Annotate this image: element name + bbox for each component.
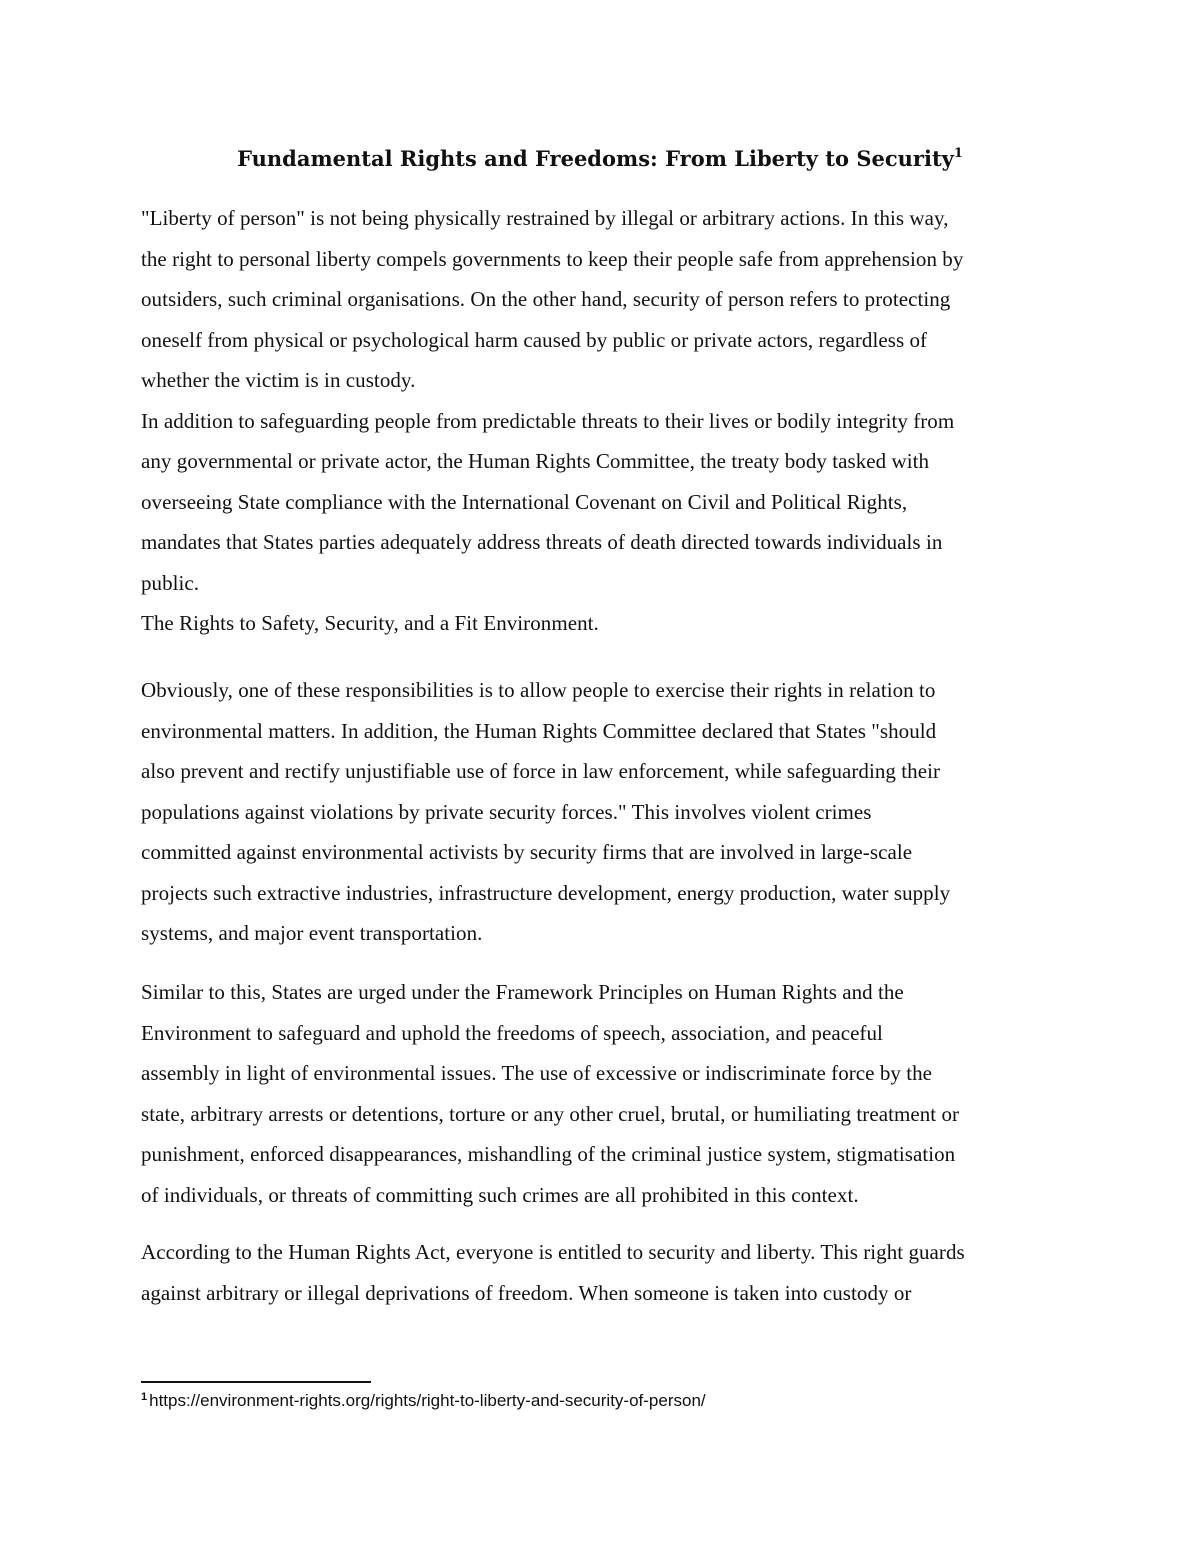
text-line: against arbitrary or illegal deprivations of freedom. When someone is taken into custody or bbox=[141, 1280, 912, 1305]
paragraph-block-4 bbox=[141, 1232, 1076, 1313]
text-line: According to the Human Rights Act, everyone is entitled to security and liberty. This right guards bbox=[141, 1240, 965, 1264]
text-line: punishment, enforced disappearances, mishandling of the criminal justice system, stigmatisation bbox=[141, 1142, 956, 1166]
text-line: Similar to this, States are urged under the Framework Principles on Human Rights and the bbox=[141, 980, 904, 1004]
text-line: also prevent and rectify unjustifiable use of force in law enforcement, while safeguarding their bbox=[141, 759, 940, 783]
paragraph-block-3 bbox=[141, 972, 1076, 1215]
text-line: public. bbox=[141, 570, 200, 595]
title-footnote-marker[interactable]: 1 bbox=[953, 146, 963, 161]
text-line: "Liberty of person" is not being physically restrained by illegal or arbitrary actions. In this way, bbox=[141, 206, 949, 230]
document-title bbox=[0, 143, 1200, 175]
text-line: overseeing State compliance with the International Covenant on Civil and Political Rights, bbox=[141, 489, 908, 514]
text-line: outsiders, such criminal organisations. On the other hand, security of person refers to protecting bbox=[141, 287, 951, 311]
footnote-separator bbox=[141, 1381, 371, 1383]
text-line: environmental matters. In addition, the Human Rights Committee declared that States "should bbox=[141, 718, 937, 743]
text-line: of individuals, or threats of committing such crimes are all prohibited in this context. bbox=[141, 1182, 859, 1207]
paragraph-block-2 bbox=[141, 670, 1076, 954]
text-line: the right to personal liberty compels governments to keep their people safe from apprehension by bbox=[141, 246, 964, 271]
footnote bbox=[141, 1389, 706, 1413]
text-line: committed against environmental activists by security firms that are involved in large-scale bbox=[141, 840, 913, 864]
text-line: assembly in light of environmental issues. The use of excessive or indiscriminate force by the bbox=[141, 1061, 933, 1085]
text-line: In addition to safeguarding people from predictable threats to their lives or bodily integrity from bbox=[141, 408, 955, 433]
text-line: state, arbitrary arrests or detentions, torture or any other cruel, brutal, or humiliating treatment or bbox=[141, 1101, 960, 1126]
footnote-link[interactable]: https://environment-rights.org/rights/right-to-liberty-and-security-of-person/ bbox=[149, 1391, 706, 1410]
text-line: oneself from physical or psychological harm caused by public or private actors, regardless of bbox=[141, 327, 928, 352]
paragraph-block-1 bbox=[141, 198, 1076, 644]
text-line: populations against violations by private security forces." This involves violent crimes bbox=[141, 799, 872, 824]
text-line: whether the victim is in custody. bbox=[141, 368, 416, 392]
section-heading: The Rights to Safety, Security, and a Fit Environment. bbox=[141, 611, 599, 635]
footnote-marker: 1 bbox=[141, 1391, 148, 1403]
text-line: Obviously, one of these responsibilities is to allow people to exercise their rights in relation to bbox=[141, 678, 936, 702]
text-line: systems, and major event transportation. bbox=[141, 921, 483, 945]
text-line: any governmental or private actor, the Human Rights Committee, the treaty body tasked with bbox=[141, 449, 930, 473]
text-line: Environment to safeguard and uphold the freedoms of speech, association, and peaceful bbox=[141, 1020, 883, 1045]
text-line: mandates that States parties adequately address threats of death directed towards individuals in bbox=[141, 530, 943, 554]
text-line: projects such extractive industries, infrastructure development, energy production, water supply bbox=[141, 880, 951, 905]
document-title-text: Fundamental Rights and Freedoms: From Liberty to Security bbox=[237, 146, 954, 171]
